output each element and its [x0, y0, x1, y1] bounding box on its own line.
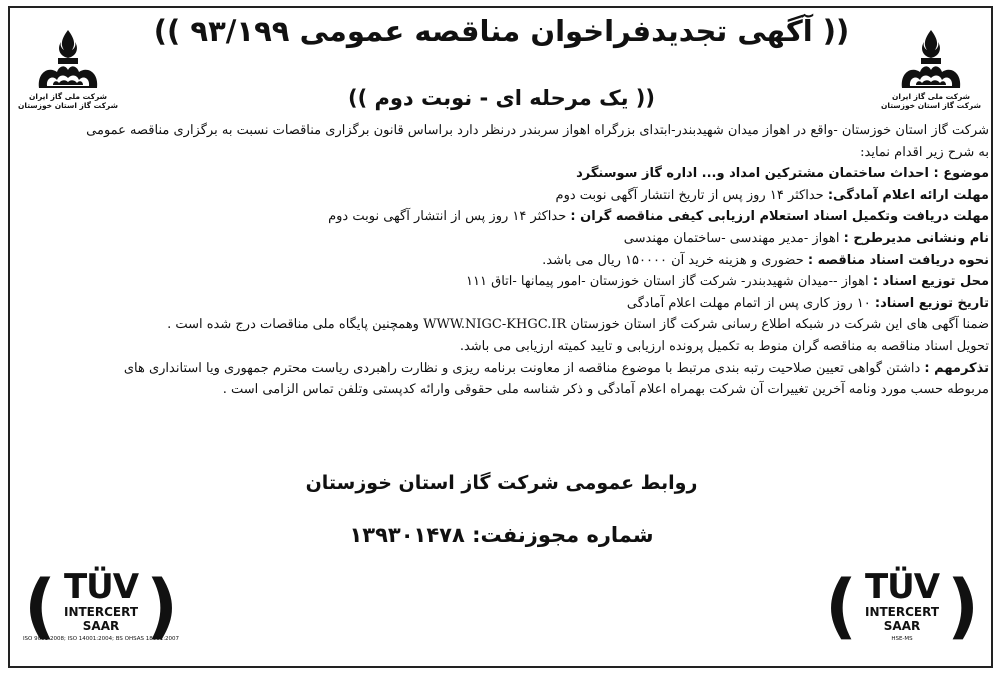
manager-value: اهواز -مدیر مهندسی -ساختمان مهندسی: [623, 230, 844, 246]
tuv-iso-note: ISO 9001:2008; ISO 14001:2004; BS OHSAS 18001:2007: [22, 636, 180, 642]
inquiry-value: حداکثر ۱۴ روز پس از انتشار آگهی نوبت دوم: [328, 209, 571, 225]
tuv-intercert: INTERCERT: [864, 605, 940, 619]
manager-label: نام ونشانی مدیرطرح :: [843, 230, 989, 246]
subject-line: [14, 163, 989, 185]
intro-line-2: به شرح زیر اقدام نماید:: [860, 144, 989, 160]
permit-number: شماره مجوزنفت: ۱۳۹۳۰۱۴۷۸: [349, 523, 654, 547]
tuv-intercert: INTERCERT: [63, 605, 139, 619]
right-bracket-icon: ): [947, 565, 979, 647]
receive-value: حضوری و هزینه خرید آن ۱۵۰۰۰۰ ریال می باشد.: [542, 252, 808, 268]
receive-label: نحوه دریافت اسناد مناقصه :: [807, 252, 989, 268]
tuv-brand: TÜV: [63, 567, 139, 607]
reminder-label: تذکرمهم :: [924, 360, 989, 376]
receive-line: [14, 250, 989, 272]
reminder-line-2: مربوطه حسب مورد ونامه آخرین تغییرات آن شرکت بهمراه اعلام آمادگی و ذکر شناسه ملی حقوقی وارائه کدپستی وتلفن تماس الزامی است .: [222, 382, 989, 398]
date-line: [14, 293, 989, 315]
intro-line: شرکت گاز استان خوزستان -واقع در اهواز میدان شهیدبندر-ابتدای بزرگراه اهواز سربندر درنظر دارد براساس قانون برگزاری مناقصات نسبت به برگزاری مناقصه عمومی: [86, 123, 989, 138]
readiness-label: مهلت ارائه اعلام آمادگی:: [827, 187, 989, 203]
logo-caption-2: شرکت گاز استان خوزستان: [881, 101, 981, 110]
place-line: [14, 271, 989, 293]
tuv-saar: SAAR: [82, 619, 120, 633]
readiness-line: [14, 185, 989, 207]
tuv-saar: SAAR: [883, 619, 921, 633]
tuv-certificate-left: [22, 565, 180, 657]
tuv-brand: TÜV: [864, 567, 940, 607]
date-value: ۱۰ روز کاری پس از اتمام مهلت اعلام آمادگی: [626, 295, 875, 311]
logo-caption-2: شرکت گاز استان خوزستان: [18, 101, 118, 110]
manager-line: [14, 228, 989, 250]
tuv-certificate-right: [823, 565, 981, 657]
delivery-line: تحویل اسناد مناقصه به مناقصه گران منوط به تکمیل پرونده ارزیابی و تایید کمیته ارزیابی می باشد.: [459, 338, 989, 354]
logo-caption-1: شرکت ملی گاز ایران: [892, 92, 970, 101]
left-bracket-icon: (: [825, 565, 857, 647]
website-notice-line: ضمنا آگهی های این شرکت در شبکه اطلاع رسانی شرکت گاز استان خوزستان WWW.NIGC-KHGC.IR وهمچنین پایگاه ملی مناقصات درج شده است .: [167, 317, 989, 333]
right-bracket-icon: ): [146, 565, 178, 647]
inquiry-label: مهلت دریافت وتکمیل اسناد استعلام ارزیابی کیفی مناقصه گران :: [570, 209, 989, 225]
left-bracket-icon: (: [24, 565, 56, 647]
notice-title: (( آگهی تجدیدفراخوان مناقصه عمومی ۹۳/۱۹۹ )): [153, 14, 850, 48]
subject-label: موضوع : احداث ساختمان مشترکین امداد و... اداره گاز سوسنگرد: [576, 166, 989, 182]
notice-subtitle: (( یک مرحله ای - نوبت دوم )): [347, 86, 655, 110]
reminder-line: [14, 358, 989, 380]
place-label: محل توزیع اسناد :: [872, 274, 989, 290]
place-value: اهواز --میدان شهیدبندر- شرکت گاز استان خوزستان -امور پیمانها -اتاق ۱۱۱: [466, 274, 873, 290]
reminder-value: داشتن گواهی تعیین صلاحیت رتبه بندی مرتبط با موضوع مناقصه از معاونت برنامه ریزی و نظارت راهبردی ریاست محترم جمهوری ویا استانداری های: [123, 360, 925, 376]
tuv-hse-note: HSE-MS: [891, 636, 913, 642]
readiness-value: حداکثر ۱۴ روز پس از تاریخ انتشار آگهی نوبت دوم: [555, 187, 828, 203]
notice-body: [14, 120, 989, 401]
date-label: تاریخ توزیع اسناد:: [874, 295, 989, 311]
logo-caption-1: شرکت ملی گاز ایران: [29, 92, 107, 101]
public-relations-signature: روابط عمومی شرکت گاز استان خوزستان: [305, 472, 698, 494]
inquiry-line: [14, 206, 989, 228]
